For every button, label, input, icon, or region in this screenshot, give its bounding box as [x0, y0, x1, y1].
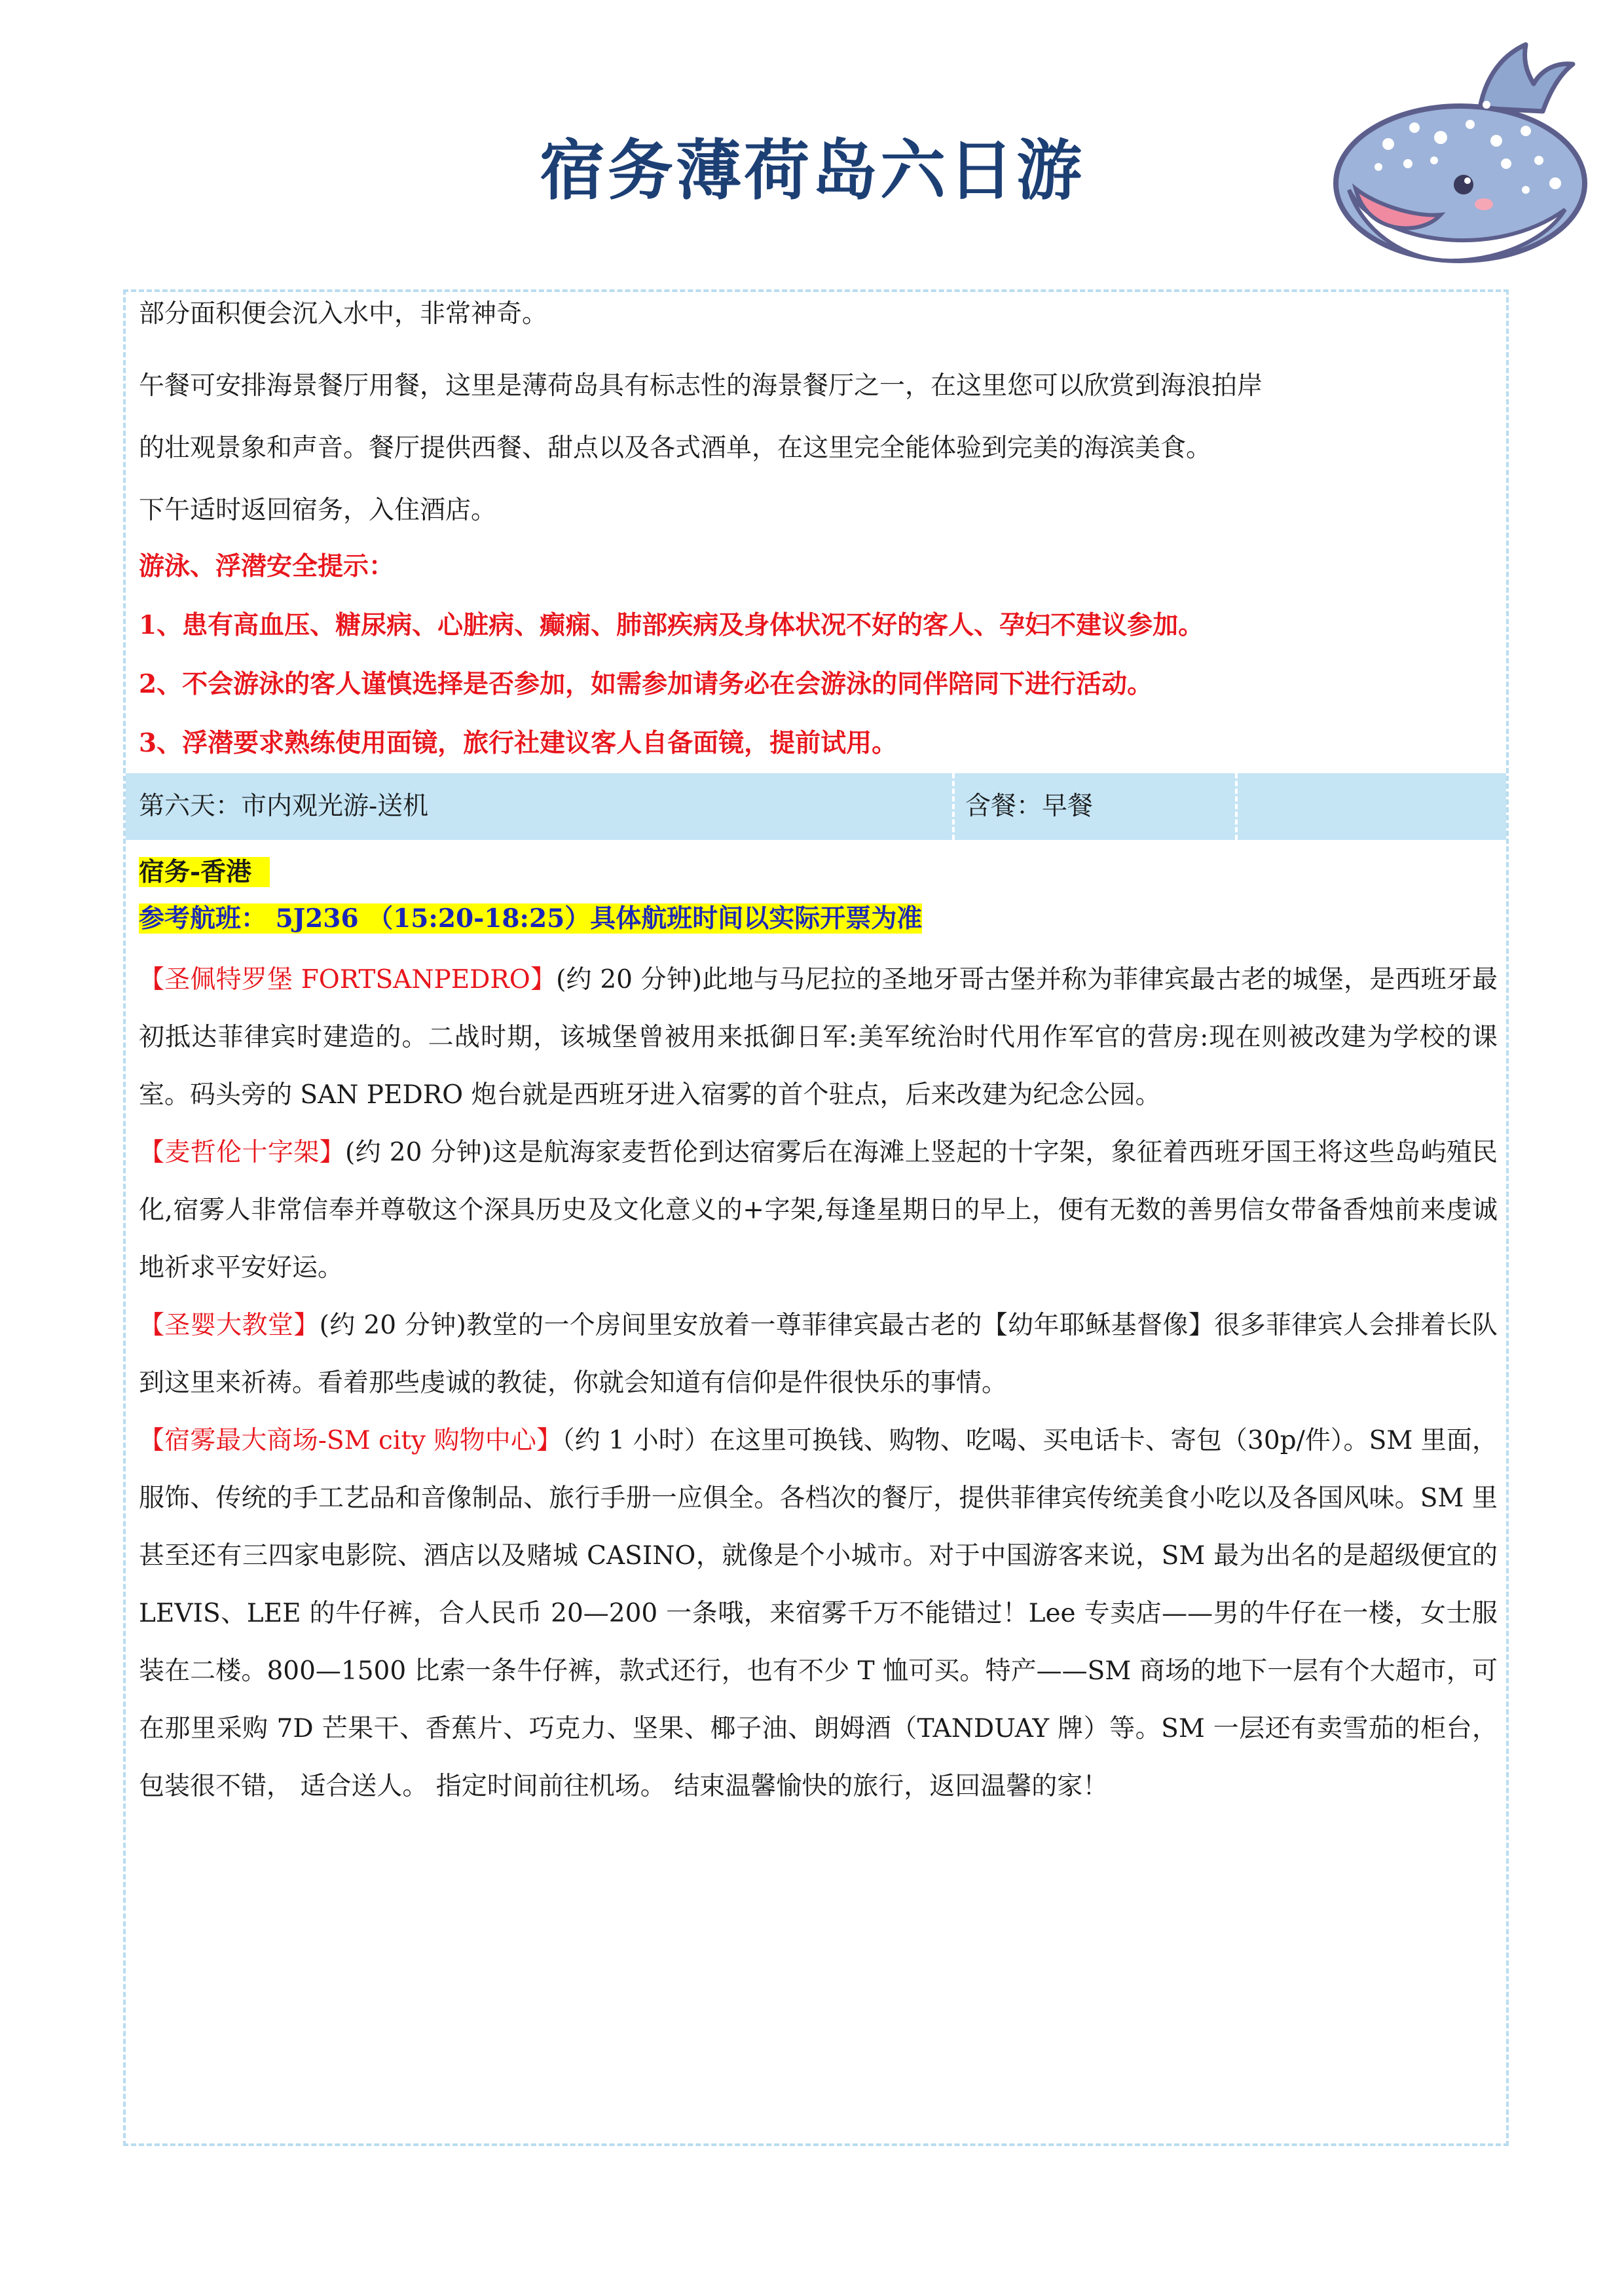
safety-item: 3、浮潜要求熟练使用面镜，旅行社建议客人自备面镜，提前试用。: [139, 728, 898, 758]
attraction-name: 【圣佩特罗堡 FORTSANPEDRO】: [139, 965, 557, 994]
intro-line: 下午适时返回宿务，入住酒店。: [139, 496, 497, 525]
attraction-text: (约 20 分钟)这是航海家麦哲伦到达宿雾后在海滩上竖起的十字架，象征着西班牙国王将这些岛屿殖民化,宿雾人非常信奉并尊敬这个深具历史及文化意义的+字架,每逢星期日的早上，便有无数的善男信女带备香烛前来虔诚地祈求平安好运。: [139, 1138, 1498, 1283]
intro-line: 部分面积便会沉入水中，非常神奇。: [139, 299, 548, 329]
day6-meals: 含餐：早餐: [965, 792, 1094, 821]
route-label: 宿务-香港: [139, 857, 270, 887]
day6-header-bar: [126, 773, 1506, 840]
attraction-text: (约 20 分钟)此地与马尼拉的圣地牙哥古堡并称为菲律宾最古老的城堡，是西班牙最初抵达菲律宾时建造的。二战时期，该城堡曾被用来抵御日军:美军统治时代用作军官的营房:现在则被改建为学校的课室。码头旁的 SAN PEDRO 炮台就是西班牙进入宿雾的首个驻点，后来改建为纪念公园。: [139, 965, 1498, 1110]
attraction-paragraph: [139, 1412, 1498, 1815]
day6-content: [139, 849, 1498, 1815]
safety-title: 游泳、浮潜安全提示：: [139, 551, 395, 581]
flight-info: 参考航班： 5J236 （15:20-18:25）具体航班时间以实际开票为准: [139, 903, 923, 934]
attraction-name: 【圣婴大教堂】: [139, 1311, 320, 1340]
attraction-paragraph: [139, 1297, 1498, 1412]
safety-item: 2、不会游泳的客人谨慎选择是否参加，如需参加请务必在会游泳的同伴陪同下进行活动。: [139, 669, 1153, 699]
attraction-paragraph: [139, 1124, 1498, 1297]
attraction-paragraph: [139, 951, 1498, 1124]
intro-line: 午餐可安排海景餐厅用餐，这里是薄荷岛具有标志性的海景餐厅之一，在这里您可以欣赏到海浪拍岸: [139, 371, 1263, 401]
attraction-name: 【宿雾最大商场-SM city 购物中心】: [139, 1426, 563, 1455]
whale-shark-icon: [1329, 33, 1604, 268]
intro-line: 的壮观景象和声音。餐厅提供西餐、甜点以及各式酒单，在这里完全能体验到完美的海滨美食。: [139, 433, 1212, 463]
page-title: 宿务薄荷岛六日游: [540, 132, 1084, 209]
attraction-name: 【麦哲伦十字架】: [139, 1138, 346, 1167]
attraction-text: (约 20 分钟)教堂的一个房间里安放着一尊菲律宾最古老的【幼年耶稣基督像】很多菲律宾人会排着长队到这里来祈祷。看着那些虔诚的教徒，你就会知道有信仰是件很快乐的事情。: [139, 1311, 1498, 1398]
safety-item: 1、患有高血压、糖尿病、心脏病、癫痫、肺部疾病及身体状况不好的客人、孕妇不建议参加。: [139, 610, 1204, 640]
day6-title: 第六天：市内观光游-送机: [139, 792, 429, 821]
attraction-text: （约 1 小时）在这里可换钱、购物、吃喝、买电话卡、寄包（30p/件）。SM 里面，服饰、传统的手工艺品和音像制品、旅行手册一应俱全。各档次的餐厅，提供菲律宾传统美食小吃以及各国风味。SM 里甚至还有三四家电影院、酒店以及赌城 CASINO，就像是个小城市。对于中国游客来说，SM 最为出名的是超级便宜的 LEVIS、LEE 的牛仔裤，合人民币 20—200 一条哦，来宿雾千万不能错过！Lee 专卖店——男的牛仔在一楼，女士服装在二楼。800—1500 比索一条牛仔裤，款式还行，也有不少 T 恤可买。特产——SM 商场的地下一层有个大超市，可在那里采购 7D 芒果干、香蕉片、巧克力、坚果、椰子油、朗姆酒（TANDUAY 牌）等。SM 一层还有卖雪茄的柜台，包装很不错， 适合送人。 指定时间前往机场。 结束温馨愉快的旅行，返回温馨的家！: [139, 1426, 1498, 1801]
